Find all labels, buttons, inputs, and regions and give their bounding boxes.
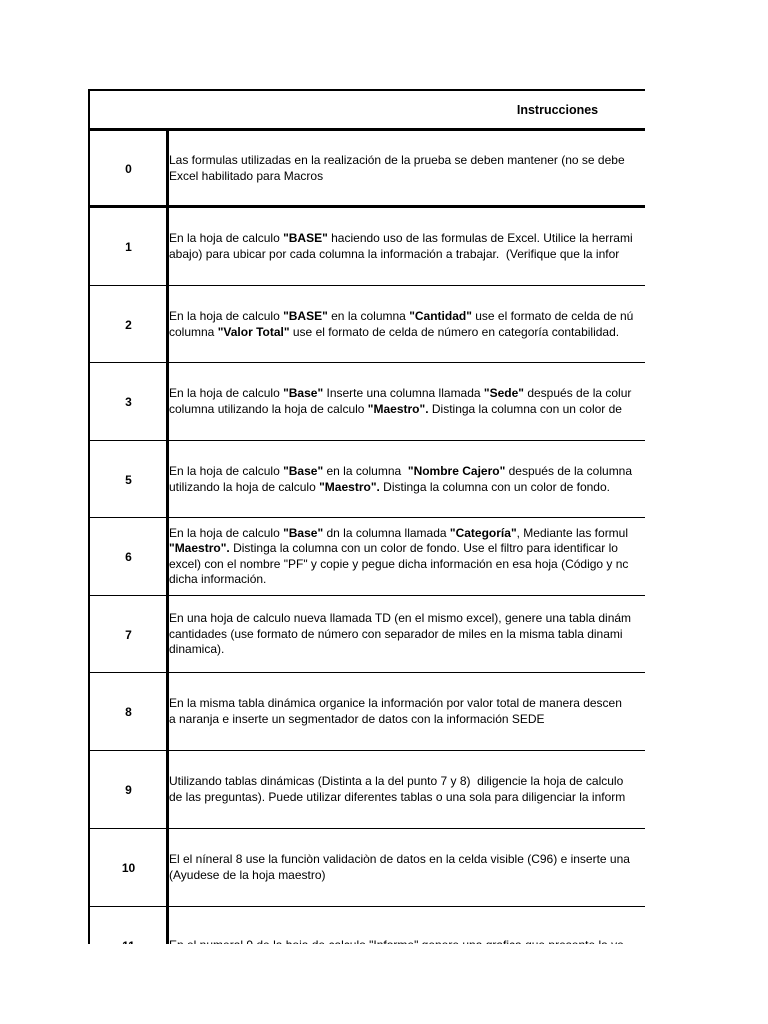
text-run: dicha información.	[169, 572, 267, 586]
instruction-text	[169, 130, 645, 207]
text-run: haciendo uso de las formulas de Excel. Utilice la herrami	[327, 231, 633, 245]
instruction-line	[169, 480, 632, 496]
bold-term: "Valor Total"	[217, 324, 290, 339]
text-run: columna utilizando la hoja de calculo	[169, 401, 368, 416]
text-run: En una hoja de calculo nueva llamada TD (en el mismo excel), genere una tabla dinám	[169, 611, 632, 626]
bold-term: "Maestro".	[169, 541, 230, 555]
text-run: utilizando la hoja de calculo	[169, 479, 320, 494]
instruction-line	[169, 627, 631, 643]
text-run: Las formulas utilizadas en la realización de la prueba se deben mantener (no se debe	[169, 153, 625, 167]
instruction-line	[169, 231, 633, 247]
instruction-text	[169, 518, 645, 595]
text-run: de las preguntas). Puede utilizar diferentes tablas o una sola para diligenciar la inform	[169, 789, 626, 804]
text-run: El el níneral 8 use la funciòn validaciòn de datos en la celda visible (C96) e inserte una	[169, 852, 630, 866]
bold-term: "Base"	[283, 525, 324, 540]
text-run: después de la columna	[505, 464, 633, 478]
table-top-border	[88, 89, 645, 91]
text-run: Inserte una columna llamada	[323, 386, 484, 400]
bold-term: "Base"	[283, 464, 324, 478]
bold-term: "Maestro".	[367, 401, 429, 416]
text-run: a naranja e inserte un segmentador de datos con la información SEDE	[169, 711, 545, 726]
text-run: En la hoja de calculo	[169, 525, 284, 540]
instruction-text	[169, 441, 645, 518]
instruction-line	[169, 325, 633, 341]
text-run: abajo) para ubicar por cada columna la información a trabajar. (Verifique que la infor	[169, 246, 620, 261]
text-run: columna	[169, 324, 218, 339]
row-number: 5	[125, 472, 132, 487]
text-run: en la columna	[327, 309, 410, 323]
text-run: , Mediante las formul	[516, 525, 629, 540]
text-run: En la hoja de calculo	[169, 309, 284, 323]
instruction-line	[169, 852, 630, 868]
row-number: 9	[125, 782, 132, 797]
instruction-text	[169, 208, 645, 285]
instruction-text	[169, 286, 645, 363]
bold-term: "Categoría"	[449, 525, 517, 540]
text-run: Excel habilitado para Macros	[169, 168, 324, 183]
text-run: después de la colur	[523, 386, 632, 400]
instruction-line	[169, 526, 628, 542]
instruction-line	[169, 790, 625, 806]
row-number: 7	[125, 627, 132, 642]
instruction-line	[169, 696, 622, 712]
instruction-text	[169, 596, 645, 673]
row-number: 2	[125, 317, 132, 332]
text-run: dinamica).	[169, 642, 225, 657]
instruction-line	[169, 774, 625, 790]
instruction-line	[169, 712, 622, 728]
text-run: use el formato de celda de nú	[471, 309, 634, 323]
text-run: Distinga la columna con un color de	[428, 401, 622, 416]
instruction-line	[169, 309, 633, 325]
page-title: Instrucciones	[516, 103, 599, 117]
row-number: 0	[125, 161, 132, 176]
bold-term: "BASE"	[283, 309, 328, 323]
instruction-line	[169, 169, 625, 185]
text-run: Utilizando tablas dinámicas (Distinta a la del punto 7 y 8) diligencie la hoja de calculo	[169, 774, 624, 788]
instruction-text	[169, 363, 645, 440]
row-number: 3	[125, 394, 132, 409]
bold-term: "Nombre Cajero"	[407, 464, 506, 478]
text-run: En la misma tabla dinámica organice la información por valor total de manera descen	[169, 696, 622, 710]
page-bottom-margin	[0, 944, 768, 1024]
instruction-text	[169, 751, 645, 828]
bold-term: "Maestro".	[319, 479, 380, 494]
instruction-line	[169, 611, 631, 627]
instruction-line	[169, 557, 628, 573]
text-run: excel) con el nombre "PF" y copie y pegue dicha información en esa hoja (Código y nc	[169, 556, 629, 571]
instruction-line	[169, 247, 633, 263]
text-run: use el formato de celda de número en categoría contabilidad.	[289, 324, 620, 339]
instruction-line	[169, 868, 630, 884]
bold-term: "Cantidad"	[409, 309, 472, 323]
instruction-text	[169, 829, 645, 906]
instruction-line	[169, 464, 632, 480]
row-number: 1	[125, 239, 132, 254]
text-run: Distinga la columna con un color de fondo. Use el filtro para identificar lo	[229, 541, 618, 555]
instruction-line	[169, 386, 631, 402]
instruction-line	[169, 642, 631, 658]
text-run: en la columna	[323, 464, 408, 478]
text-run: En la hoja de calculo	[169, 386, 284, 400]
text-run: (Ayudese de la hoja maestro)	[169, 867, 326, 882]
text-run: En la hoja de calculo	[169, 231, 284, 245]
row-number: 8	[125, 704, 132, 719]
text-run: cantidades (use formato de número con separador de miles en la misma tabla dinami	[169, 626, 623, 641]
text-run: En la hoja de calculo	[169, 464, 284, 478]
row-number: 6	[125, 549, 132, 564]
row-number: 10	[121, 860, 136, 875]
text-run: dn la columna llamada	[323, 525, 450, 540]
text-run: Distinga la columna con un color de fondo.	[379, 479, 610, 494]
instruction-line	[169, 402, 631, 418]
bold-term: "BASE"	[283, 231, 328, 245]
instruction-line	[169, 153, 625, 169]
instruction-text	[169, 673, 645, 750]
bold-term: "Sede"	[483, 386, 524, 400]
bold-term: "Base"	[283, 386, 324, 400]
instruction-line	[169, 572, 628, 588]
instruction-line	[169, 541, 628, 557]
